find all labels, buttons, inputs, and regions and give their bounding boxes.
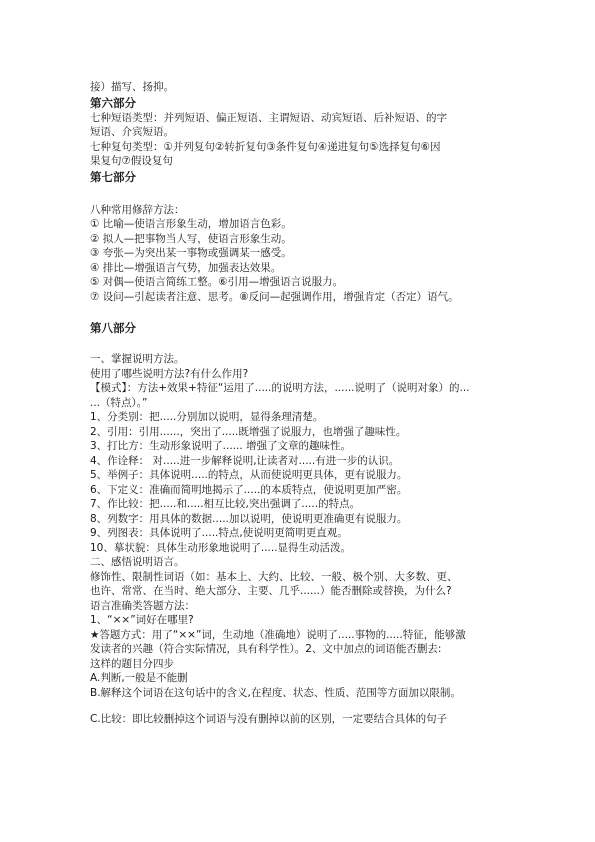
compound-sentence-line-1: 七种复句类型：①并列复句②转折复句③条件复句④递进复句⑤选择复句⑥因 — [90, 140, 441, 153]
rhetoric-item: ③ 夸张—为突出某一事物或强调某一感受。 — [90, 247, 292, 259]
rhetoric-item: ① 比喻—使语言形象生动，增加语言色彩。 — [90, 218, 292, 230]
rhetoric-intro: 八种常用修辞方法： — [90, 203, 185, 216]
section-6-heading: 第六部分 — [90, 95, 136, 110]
document-page — [90, 80, 520, 727]
rhetoric-item: ④ 排比—增强语言气势，加强表达效果。 — [90, 261, 282, 274]
paragraph-line: C.比较：即比较删掉这个词语与没有删掉以前的区别，一定要结合具体的句子 — [90, 713, 448, 725]
paragraph-line: 发读者的兴趣（符合实际情况，具有科学性）。2、文中加点的词语能否删去: — [90, 643, 442, 655]
answer-model-line-2: ...（特点）。” — [90, 396, 148, 409]
paragraph-line: ★答题方式：用了“××”词，生动地（准确地）说明了.....事物的.....特征，能够激 — [90, 628, 466, 641]
compound-sentence-line-2: 果复句⑦假设复句 — [90, 155, 173, 167]
method-item: 1、分类别：把.....分别加以说明，显得条理清楚。 — [90, 411, 324, 423]
paragraph-line: A.判断,一般是不能删 — [90, 672, 188, 684]
explain-methods-question: 使用了哪些说明方法?有什么作用? — [90, 367, 249, 380]
paragraph-line: 这样的题目分四步 — [90, 657, 174, 670]
method-item: 8、列数字：用具体的数据.....加以说明，使说明更准确更有说服力。 — [90, 512, 408, 525]
method-item: 6、下定义：准确而简明地揭示了.....的本质特点，使说明更加严密。 — [90, 483, 408, 496]
continued-text: 接）描写、扬抑。 — [90, 81, 174, 93]
section-8-heading: 第八部分 — [90, 321, 136, 335]
rhetoric-item: ⑤ 对偶—使语言简练工整。⑥引用—增强语言说服力。 — [90, 276, 344, 288]
paragraph-line: 1、“××”词好在哪里? — [90, 614, 194, 626]
method-item: 2、引用：引用......，突出了.....既增强了说服力，也增强了趣味性。 — [90, 425, 407, 438]
paragraph-line: B.解释这个词语在这句话中的含义,在程度、状态、性质、范围等方面加以限制。 — [90, 686, 461, 699]
explain-language-heading: 二、感悟说明语言。 — [90, 556, 185, 568]
method-item: 10、摹状貌：具体生动形象地说明了.....显得生动活泼。 — [90, 541, 352, 554]
rhetoric-item: ② 拟人—把事物当人写，使语言形象生动。 — [90, 232, 292, 245]
method-item: 3、打比方：生动形象说明了...... 增强了文章的趣味性。 — [90, 440, 352, 452]
paragraph-line: 修饰性、限制性词语（如：基本上、大约、比较、一般、极个别、大多数、更、 — [90, 570, 458, 583]
method-item: 4、作诠释： 对.....进一步解释说明,让读者对.....有进一步的认识。 — [90, 454, 400, 467]
method-item: 5、举例子：具体说明.....的特点，从而使说明更具体，更有说服力。 — [90, 469, 408, 481]
answer-model-line-1: 【模式】：方法+效果+特征“运用了.....的说明方法，......说明了（说明对象）的... — [90, 382, 470, 394]
method-item: 9、列图表：具体说明了.....特点,使说明更简明更直观。 — [90, 527, 348, 539]
phrase-types-line-1: 七种短语类型：并列短语、偏正短语、主谓短语、动宾短语、后补短语、的字 — [90, 111, 447, 124]
rhetoric-item: ⑦ 设问—引起读者注意、思考。⑧反问—起强调作用，增强肯定（否定）语气。 — [90, 290, 459, 303]
explain-methods-heading: 一、掌握说明方法。 — [90, 353, 185, 365]
method-item: 7、作比较：把.....和.....相互比较,突出强调了.....的特点。 — [90, 498, 361, 510]
phrase-types-line-2: 短语、介宾短语。 — [90, 126, 174, 138]
paragraph-line: 语言准确类答题方法： — [90, 599, 195, 612]
section-7-heading: 第七部分 — [90, 169, 136, 184]
paragraph-line: 也许、常常、在当时、绝大部分、主要、几乎......）能否删除或替换，为什么? — [90, 585, 452, 597]
